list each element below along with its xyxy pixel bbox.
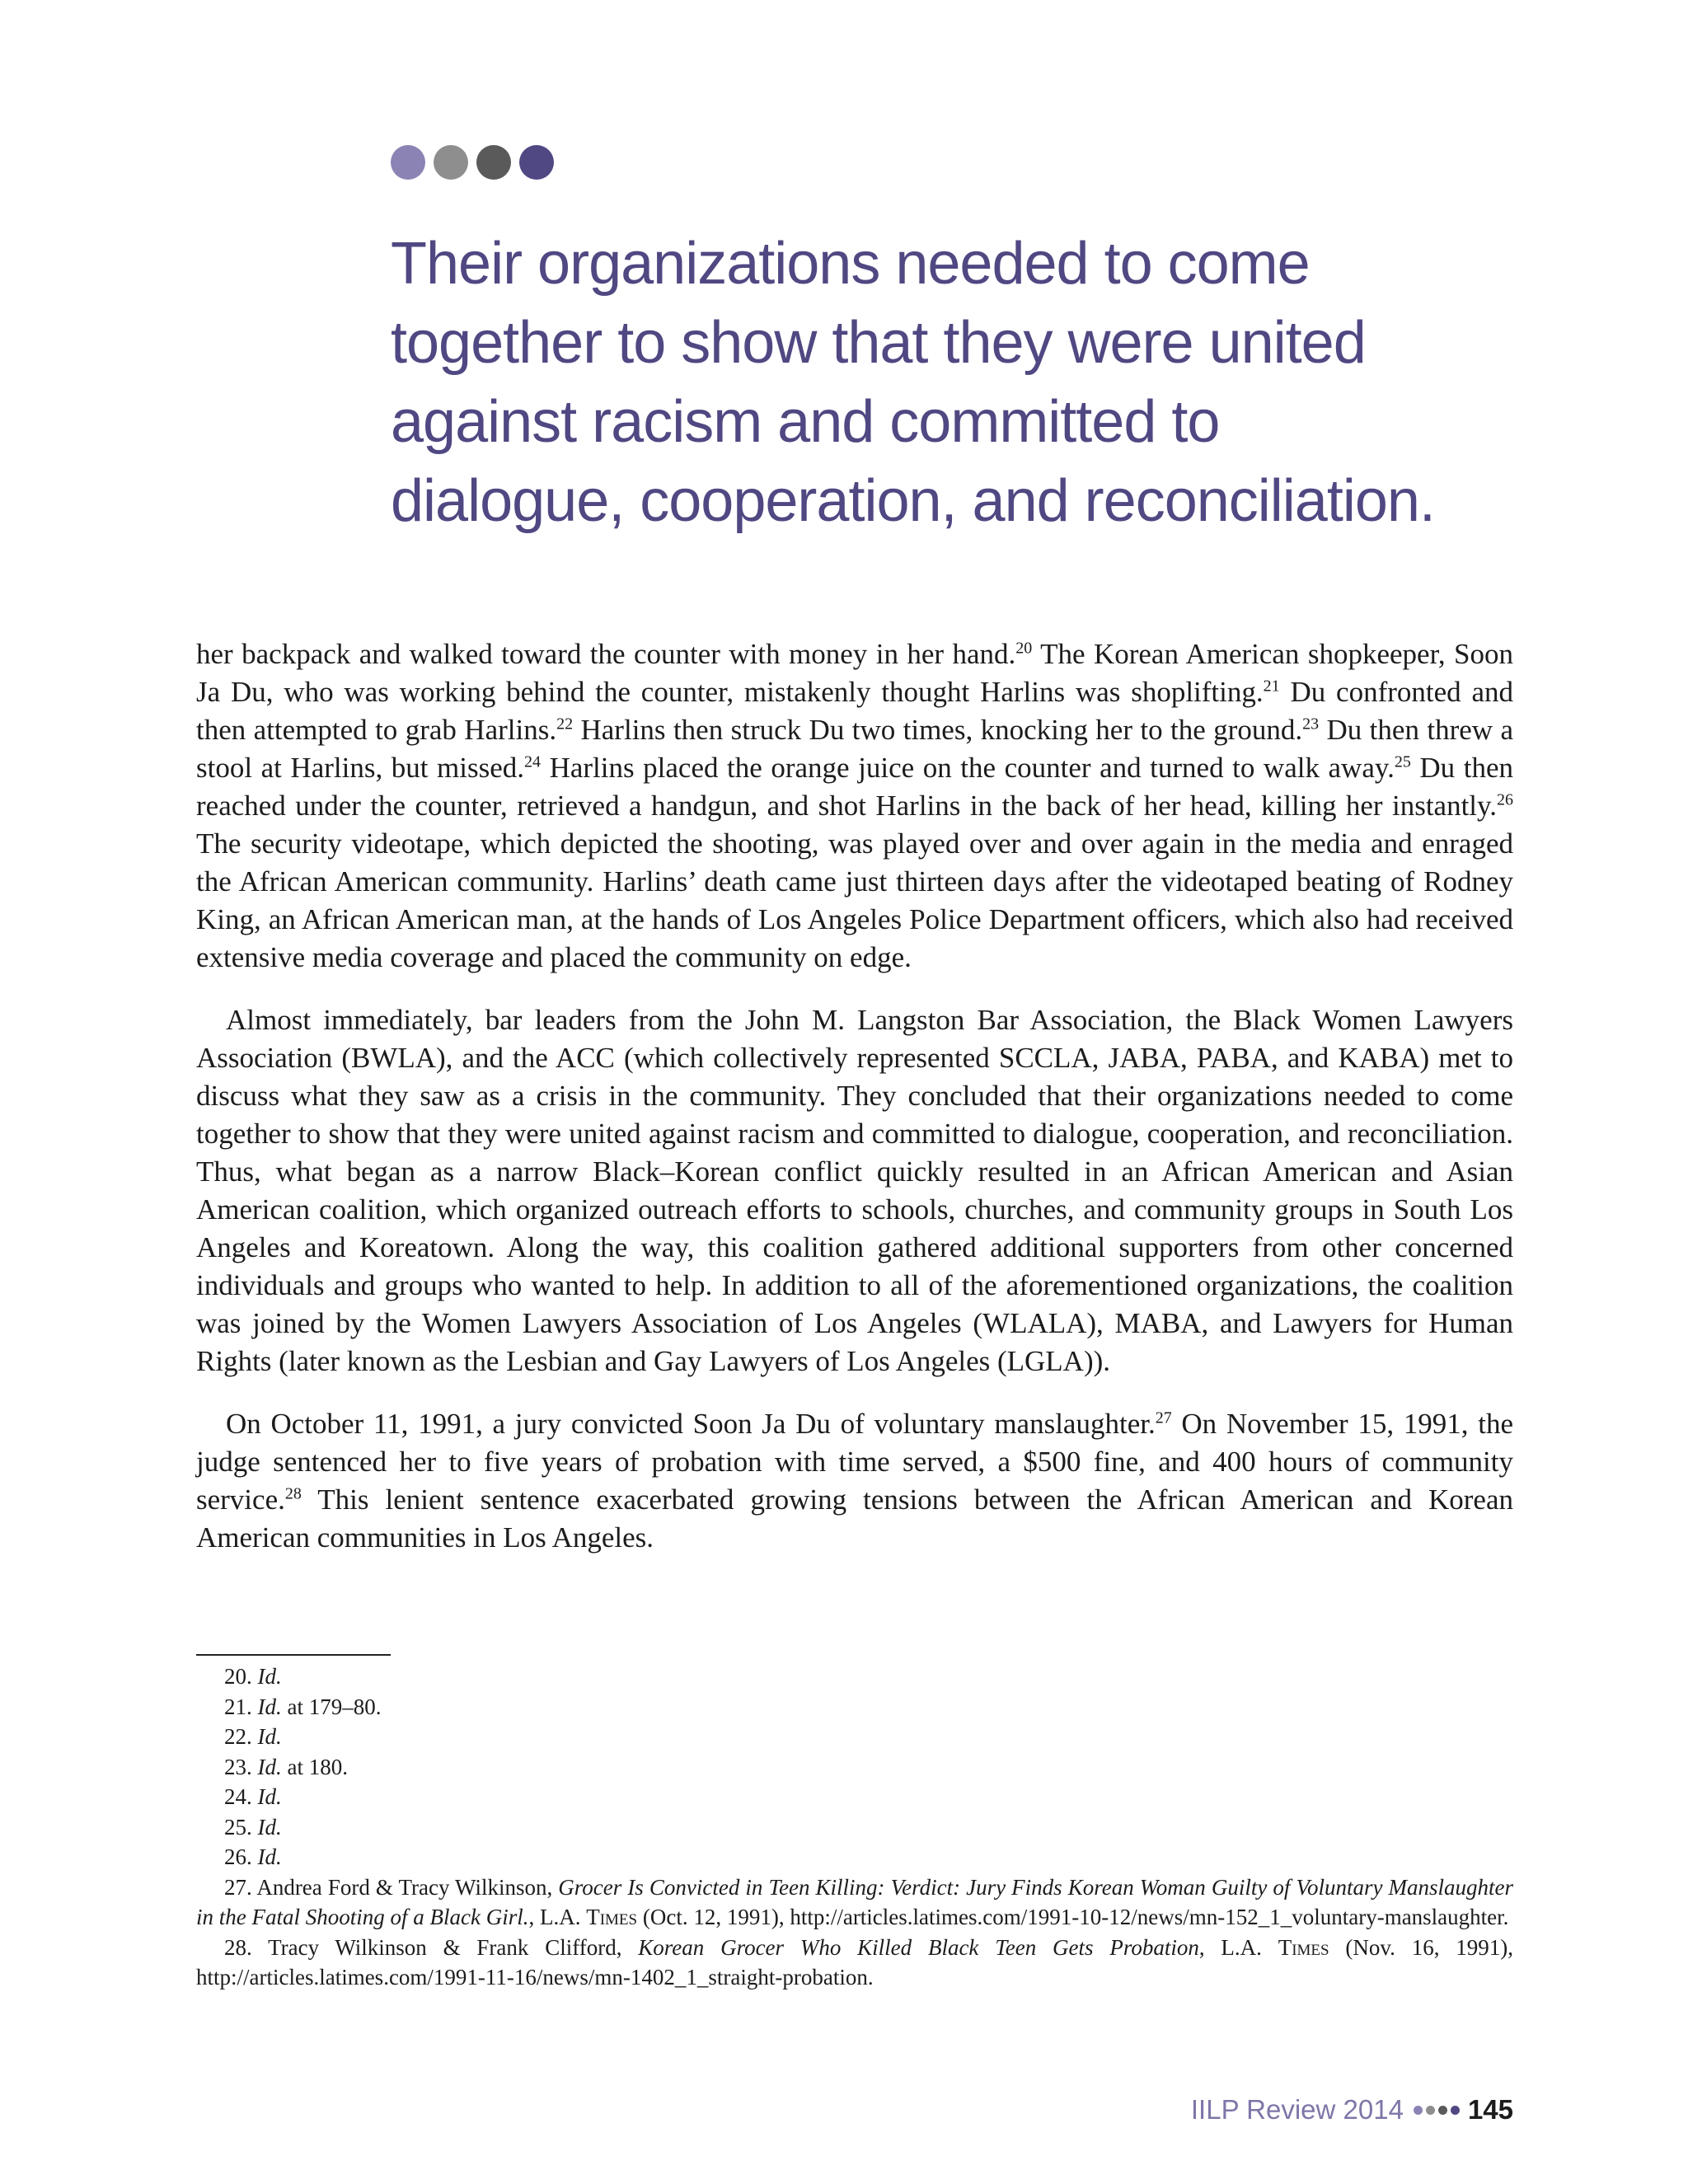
small-caps-text: Times <box>1278 1934 1329 1960</box>
italic-text: Id. <box>257 1814 282 1840</box>
italic-text: Id. <box>257 1754 282 1779</box>
italic-text: Id. <box>257 1664 282 1689</box>
paragraph: Almost immediately, bar leaders from the John M. Langston Bar Association, the Black Women Lawyers Association (BWLA), and the ACC (which collectively represented SCCLA, JABA, PABA, and KABA) met to discuss what they saw as a crisis in the community. They concluded that their organizations needed to come together to show that they were united against racism and committed to dialogue, cooperation, and reconciliation. Thus, what began as a narrow Black–Korean conflict quickly resulted in an African American and Asian American coalition, which organized outreach efforts to schools, churches, and community groups in South Los Angeles and Koreatown. Along the way, this coalition gathered additional supporters from other concerned individuals and groups who wanted to help. In addition to all of the aforementioned organizations, the coalition was joined by the Women Lawyers Association of Los Angeles (WLALA), MABA, and Lawyers for Human Rights (later known as the Lesbian and Gay Lawyers of Los Angeles (LGLA)). <box>196 1004 1513 1377</box>
footer-dots <box>1414 2106 1460 2115</box>
footnote-ref: 20 <box>1015 639 1033 658</box>
footnote: 22. Id. <box>224 1724 282 1749</box>
footnote: 28. Tracy Wilkinson & Frank Clifford, Korean Grocer Who Killed Black Teen Gets Probation, L.A. Times (Nov. 16, 1991), http://articles.latimes.com/1991-11-16/news/mn-1402_1_straight-probation. <box>196 1934 1513 1990</box>
italic-text: Korean Grocer Who Killed Black Teen Gets Probation <box>638 1934 1199 1960</box>
italic-text: Id. <box>257 1694 282 1719</box>
footnotes-list <box>196 1661 1513 1993</box>
footnote: 27. Andrea Ford & Tracy Wilkinson, Grocer Is Convicted in Teen Killing: Verdict: Jury Finds Korean Woman Guilty of Voluntary Manslaughter in the Fatal Shooting of a Black Girl., L.A. Times (Oct. 12, 1991), http://articles.latimes.com/1991-10-12/news/mn-152_1_voluntary-manslaughter. <box>196 1874 1513 1929</box>
footnote: 20. Id. <box>224 1664 282 1689</box>
decorative-dots <box>391 145 554 180</box>
footnote-ref: 26 <box>1497 790 1513 809</box>
dot-icon <box>391 145 425 180</box>
dot-icon <box>1414 2106 1423 2115</box>
dot-icon <box>519 145 554 180</box>
paragraph: her backpack and walked toward the counter with money in her hand.$^{20}$ The Korean American shopkeeper, Soon Ja Du, who was working behind the counter, mistakenly thought Harlins was shoplifting.$^{21}$ Du confronted and then attempted to grab Harlins.$^{22}$ Harlins then struck Du two times, knocking her to the ground.$^{23}$ Du then threw a stool at Harlins, but missed.$^{24}$ Harlins placed the orange juice on the counter and turned to walk away.$^{25}$ Du then reached under the counter, retrieved a handgun, and shot Harlins in the back of her head, killing her instantly.$^{26}$ The security videotape, which depicted the shooting, was played over and over again in the media and enraged the African American community. Harlins’ death came just thirteen days after the videotaped beating of Rodney King, an African American man, at the hands of Los Angeles Police Department officers, which also had received extensive media coverage and placed the community on edge. <box>196 638 1513 973</box>
pull-quote: Their organizations needed to come together to show that they were united against racism and committed to dialogue, cooperation, and reconciliation. <box>391 231 1435 534</box>
footnote: 25. Id. <box>224 1814 282 1840</box>
journal-title: IILP Review 2014 <box>1190 2094 1404 2125</box>
footnote-ref: 23 <box>1302 715 1320 733</box>
footnote: 26. Id. <box>224 1844 282 1869</box>
dot-icon <box>1438 2106 1447 2115</box>
footnote: 21. Id. at 179–80. <box>224 1694 382 1719</box>
article-body <box>196 635 1513 1582</box>
paragraph: On October 11, 1991, a jury convicted Soon Ja Du of voluntary manslaughter.$^{27}$ On November 15, 1991, the judge sentenced her to five years of probation with time served, a $500 fine, and 400 hours of community service.$^{28}$ This lenient sentence exacerbated growing tensions between the African American and Korean American communities in Los Angeles. <box>196 1408 1513 1554</box>
italic-text: Id. <box>257 1844 282 1869</box>
italic-text: Id. <box>257 1724 282 1749</box>
footnote-ref: 21 <box>1263 677 1280 696</box>
footnote: 23. Id. at 180. <box>224 1754 348 1779</box>
footnote-ref: 25 <box>1394 752 1411 771</box>
italic-text: Grocer Is Convicted in Teen Killing: Verdict: Jury Finds Korean Woman Guilty of Voluntary Manslaughter in the Fatal Shooting of a Black Girl. <box>196 1874 1513 1929</box>
footnote-divider <box>196 1654 391 1656</box>
dot-icon <box>434 145 468 180</box>
dot-icon <box>1426 2106 1435 2115</box>
small-caps-text: Times <box>586 1905 638 1929</box>
page-footer <box>1191 2093 1513 2126</box>
footnote-ref: 24 <box>524 752 542 771</box>
footnote-ref: 28 <box>284 1484 302 1503</box>
dot-icon <box>476 145 511 180</box>
page-number: 145 <box>1467 2094 1513 2125</box>
footnote: 24. Id. <box>224 1784 282 1809</box>
footnote-ref: 27 <box>1155 1408 1172 1427</box>
footnote-ref: 22 <box>556 715 574 733</box>
italic-text: Id. <box>257 1784 282 1809</box>
dot-icon <box>1451 2106 1460 2115</box>
